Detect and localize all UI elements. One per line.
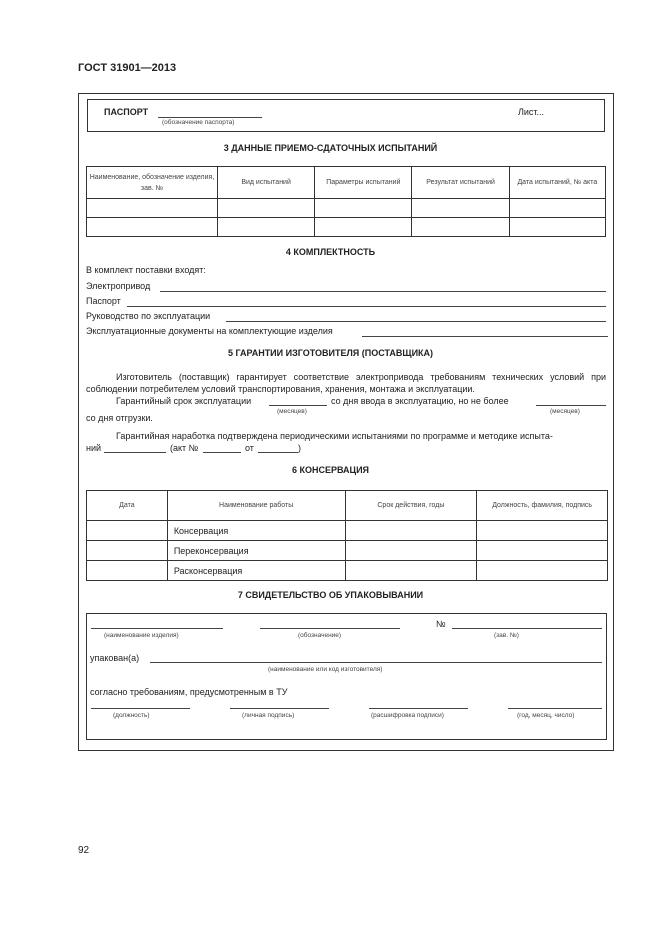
signature-decoding-caption: (расшифровка подписи) (371, 712, 444, 719)
act-close-paren: ) (298, 443, 301, 453)
item-passport-line[interactable] (127, 306, 606, 307)
designation-caption: (обозначение) (298, 632, 342, 639)
section7-title: 7 СВИДЕТЕЛЬСТВО ОБ УПАКОВЫВАНИИ (237, 590, 424, 600)
section4-title: 4 КОМПЛЕКТНОСТЬ (285, 247, 376, 257)
section6-title: 6 КОНСЕРВАЦИЯ (291, 465, 370, 475)
packed-label: упакован(а) (90, 653, 140, 663)
table-cell[interactable] (87, 218, 218, 237)
acceptance-tests-table (86, 166, 606, 237)
requirements-text: согласно требованиям, предусмотренным в ТУ (90, 687, 288, 697)
row-reconservation: Переконсервация (167, 541, 345, 561)
maker-caption: (наименование или код изготовителя) (268, 666, 383, 673)
table-cell[interactable] (218, 199, 315, 218)
item-docs: Эксплуатационные документы на комплектующие изделия (86, 326, 333, 336)
col-work-name: Наименование работы (167, 491, 345, 521)
program-line[interactable] (104, 452, 166, 453)
table-cell[interactable] (87, 561, 168, 581)
item-manual: Руководство по эксплуатации (86, 311, 211, 321)
act-date-line[interactable] (258, 452, 298, 453)
table-cell[interactable] (315, 199, 412, 218)
date-caption: (год, месяц, число) (517, 712, 575, 719)
row-conservation: Консервация (167, 521, 345, 541)
col-date: Дата (87, 491, 168, 521)
col-test-params: Параметры испытаний (315, 167, 412, 199)
conservation-table (86, 490, 608, 581)
item-drive: Электропривод (86, 281, 151, 291)
item-manual-line[interactable] (226, 321, 606, 322)
table-cell[interactable] (345, 561, 477, 581)
section5-title: 5 ГАРАНТИИ ИЗГОТОВИТЕЛЯ (ПОСТАВЩИКА) (227, 348, 434, 358)
designation-line[interactable] (260, 628, 400, 629)
row-deconservation: Расконсервация (167, 561, 345, 581)
product-name-line[interactable] (91, 628, 223, 629)
table-cell[interactable] (315, 218, 412, 237)
table-cell[interactable] (87, 541, 168, 561)
table-cell[interactable] (477, 541, 608, 561)
signature-decoding-line[interactable] (369, 708, 468, 709)
warranty-period-label: Гарантийный срок эксплуатации (116, 396, 252, 406)
table-cell[interactable] (345, 541, 477, 561)
signature-line[interactable] (230, 708, 329, 709)
date-line[interactable] (508, 708, 602, 709)
maker-line[interactable] (150, 662, 602, 663)
table-cell[interactable] (509, 199, 605, 218)
warranty-since-label: со дня ввода в эксплуатацию, но не более (331, 396, 509, 406)
table-cell[interactable] (345, 521, 477, 541)
table-cell[interactable] (218, 218, 315, 237)
warranty-months-line[interactable] (269, 405, 327, 406)
col-test-result: Результат испытаний (412, 167, 509, 199)
table-cell[interactable] (509, 218, 605, 237)
signature-caption: (личная подпись) (242, 712, 295, 719)
number-sign: № (436, 619, 446, 629)
table-cell[interactable] (412, 199, 509, 218)
serial-number-caption: (зав. №) (494, 632, 519, 639)
item-drive-line[interactable] (160, 291, 606, 292)
col-product: Наименование, обозначение изделия, зав. № (87, 167, 218, 199)
section3-title: 3 ДАННЫЕ ПРИЕМО-СДАТОЧНЫХ ИСПЫТАНИЙ (223, 143, 438, 153)
operating-time-paragraph: Гарантийная наработка подтверждена периодическими испытаниями по программе и методике испыта- (116, 431, 553, 441)
act-number-line[interactable] (203, 452, 241, 453)
table-cell[interactable] (87, 521, 168, 541)
table-cell[interactable] (477, 521, 608, 541)
act-date-label: от (245, 443, 254, 453)
shipment-months-line[interactable] (536, 405, 606, 406)
page-number: 92 (78, 845, 90, 856)
sheet-label: Лист... (518, 107, 545, 117)
passport-designation-line[interactable] (158, 117, 262, 118)
position-line[interactable] (91, 708, 190, 709)
product-name-caption: (наименование изделия) (104, 632, 179, 639)
position-caption: (должность) (113, 712, 150, 719)
item-passport: Паспорт (86, 296, 121, 306)
col-test-type: Вид испытаний (218, 167, 315, 199)
operating-time-end: ний (86, 443, 102, 453)
act-number-label: (акт № (170, 443, 199, 453)
completeness-intro: В комплект поставки входят: (86, 265, 206, 275)
table-cell[interactable] (412, 218, 509, 237)
passport-designation-caption: (обозначение паспорта) (162, 119, 235, 126)
table-cell[interactable] (477, 561, 608, 581)
serial-number-line[interactable] (452, 628, 602, 629)
col-position: Должность, фамилия, подпись (477, 491, 608, 521)
months-caption-1: (месяцев) (277, 408, 307, 415)
passport-title: ПАСПОРТ (104, 107, 149, 117)
months-caption-2: (месяцев) (550, 408, 580, 415)
warranty-shipment-label: со дня отгрузки. (86, 413, 153, 423)
warranty-paragraph: Изготовитель (поставщик) гарантирует соответствие электропривода требованиям технических условий при соблюдении потребителем условий транспортирования, хранения, монтажа и эксплуатации. (86, 372, 606, 394)
item-docs-line[interactable] (362, 336, 608, 337)
standard-header: ГОСТ 31901—2013 (78, 62, 177, 74)
table-cell[interactable] (87, 199, 218, 218)
col-validity: Срок действия, годы (345, 491, 477, 521)
col-test-date: Дата испытаний, № акта (509, 167, 605, 199)
